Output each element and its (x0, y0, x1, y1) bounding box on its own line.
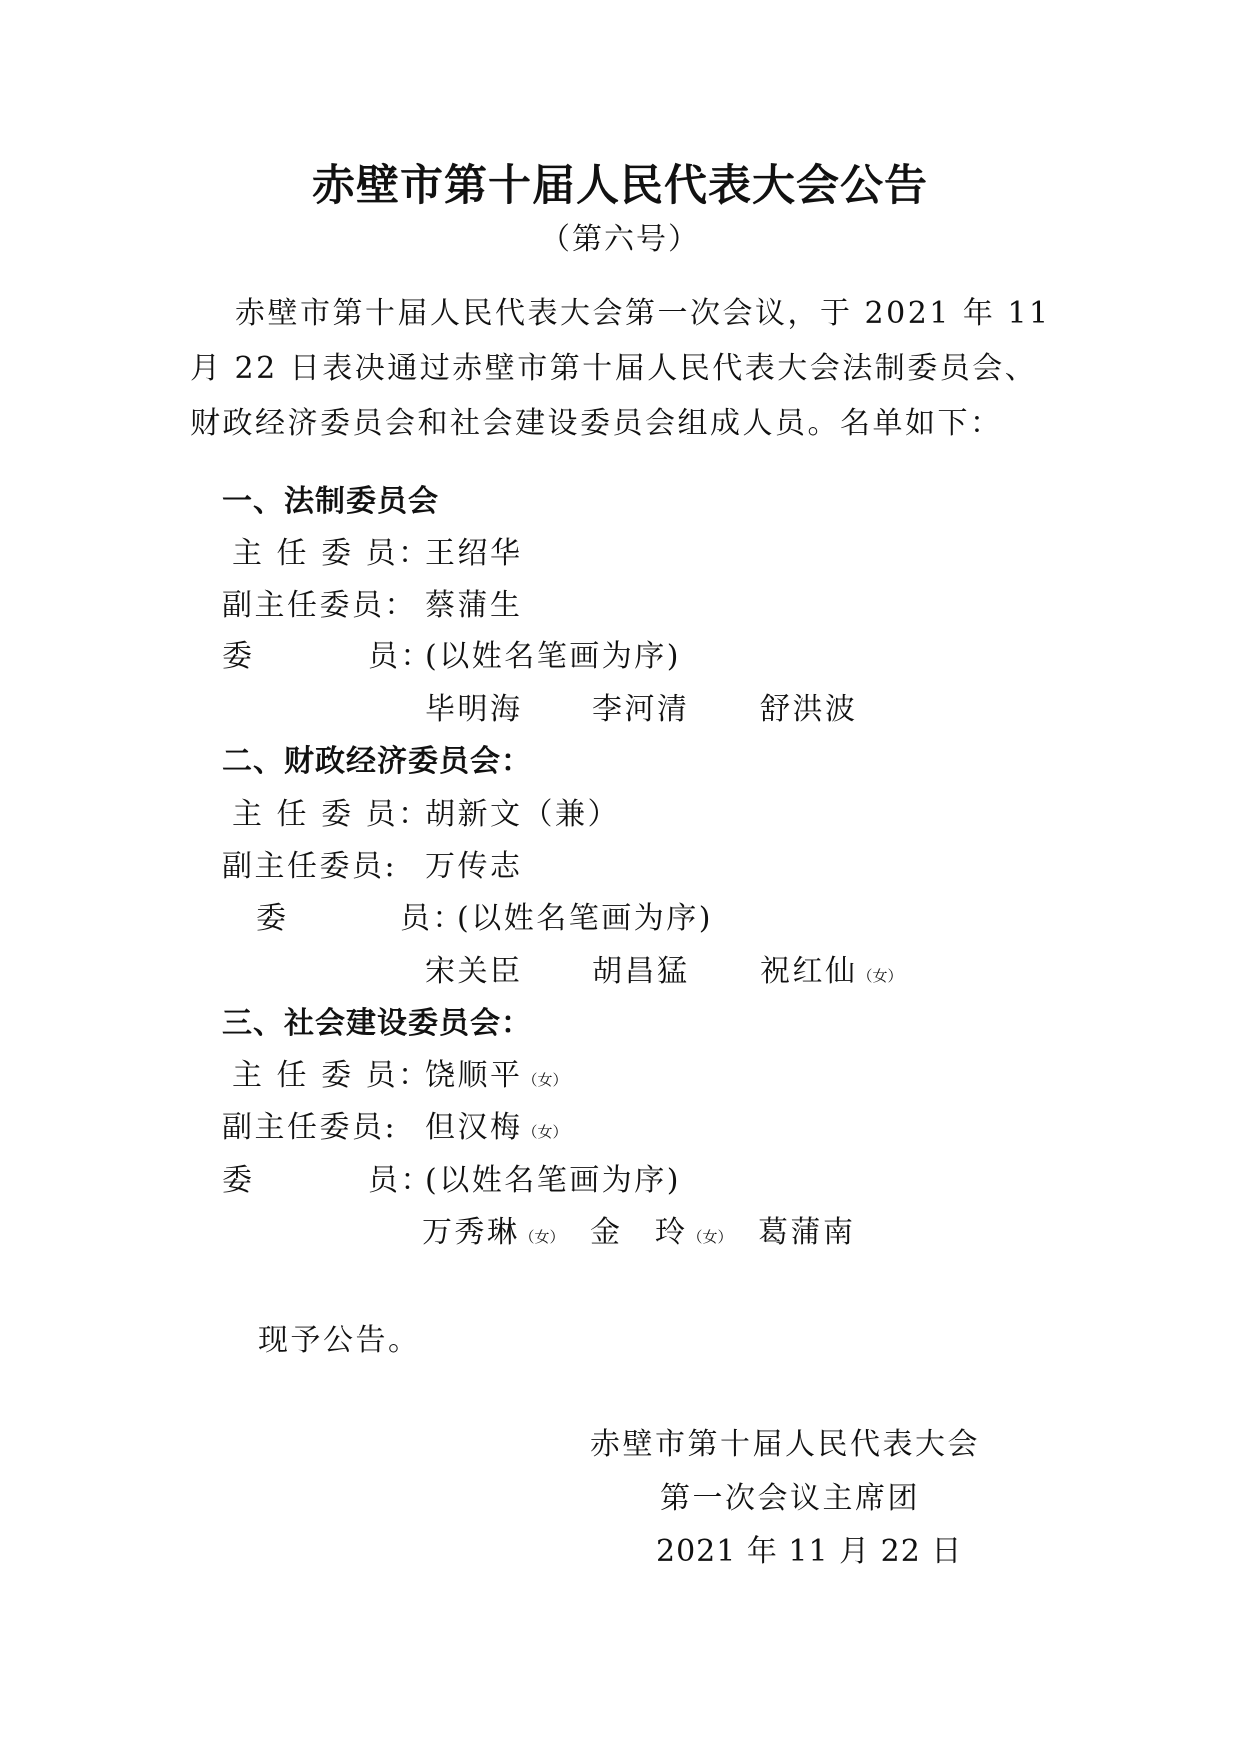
document-title: 赤壁市第十届人民代表大会公告 (312, 161, 928, 211)
vice-director-label: 副主任委员： (222, 588, 417, 623)
member-name: 舒洪波 (760, 692, 858, 727)
section-heading-finance: 二、财政经济委员会： (222, 744, 532, 779)
members-label-char: 委 (222, 1163, 255, 1198)
member-name: 毕明海 (425, 692, 523, 727)
member-name: 葛蒲南 (758, 1215, 856, 1250)
vice-director-name: 万传志 (425, 849, 523, 884)
members-label-char: 委 (256, 901, 289, 936)
member-name: 金 玲（女） (590, 1215, 733, 1250)
vice-director-name: 但汉梅（女） (425, 1110, 568, 1145)
closing-statement: 现予公告。 (258, 1323, 421, 1358)
female-mark: （女） (522, 1123, 568, 1141)
intro-line-3: 财政经济委员会和社会建设委员会组成人员。名单如下： (190, 406, 1003, 441)
director-name: 王绍华 (425, 536, 523, 571)
member-name: 李河清 (592, 692, 690, 727)
female-mark: （女） (519, 1228, 565, 1246)
vice-director-label: 副主任委员: (222, 849, 398, 884)
director-name: 饶顺平（女） (425, 1058, 568, 1093)
section-heading-legal: 一、法制委员会 (222, 484, 439, 519)
members-label: 员： (400, 901, 465, 936)
female-mark: （女） (857, 967, 903, 985)
director-name: 胡新文（兼） (425, 797, 620, 832)
vice-director-label: 副主任委员: (222, 1110, 398, 1145)
members-order-note: (以姓名笔画为序) (425, 1163, 681, 1198)
intro-line-2: 月 22 日表决通过赤壁市第十届人民代表大会法制委员会、 (190, 351, 1038, 386)
member-name: 宋关臣 (425, 954, 523, 989)
female-mark: （女） (687, 1228, 733, 1246)
members-order-note: (以姓名笔画为序) (457, 901, 713, 936)
intro-paragraph (190, 286, 1050, 451)
director-label: 主 任 委 员： (232, 536, 431, 571)
member-name: 祝红仙（女） (760, 954, 903, 989)
intro-line-1: 赤壁市第十届人民代表大会第一次会议，于 2021 年 11 (235, 296, 1051, 331)
signature-body: 第一次会议主席团 (660, 1481, 920, 1516)
director-label: 主 任 委 员： (232, 1058, 431, 1093)
members-label: 员： (368, 639, 433, 674)
vice-director-name: 蔡蒲生 (425, 588, 523, 623)
director-label: 主 任 委 员： (232, 797, 431, 832)
member-name: 万秀琳（女） (422, 1215, 565, 1250)
document-number: （第六号） (540, 222, 700, 257)
member-name: 胡昌猛 (592, 954, 690, 989)
members-label-char: 委 (222, 639, 255, 674)
section-heading-social: 三、社会建设委员会： (222, 1006, 532, 1041)
signature-date: 2021 年 11 月 22 日 (656, 1534, 963, 1569)
female-mark: （女） (522, 1071, 568, 1089)
members-label: 员： (368, 1163, 433, 1198)
members-order-note: (以姓名笔画为序) (425, 639, 681, 674)
signature-org: 赤壁市第十届人民代表大会 (590, 1427, 980, 1462)
